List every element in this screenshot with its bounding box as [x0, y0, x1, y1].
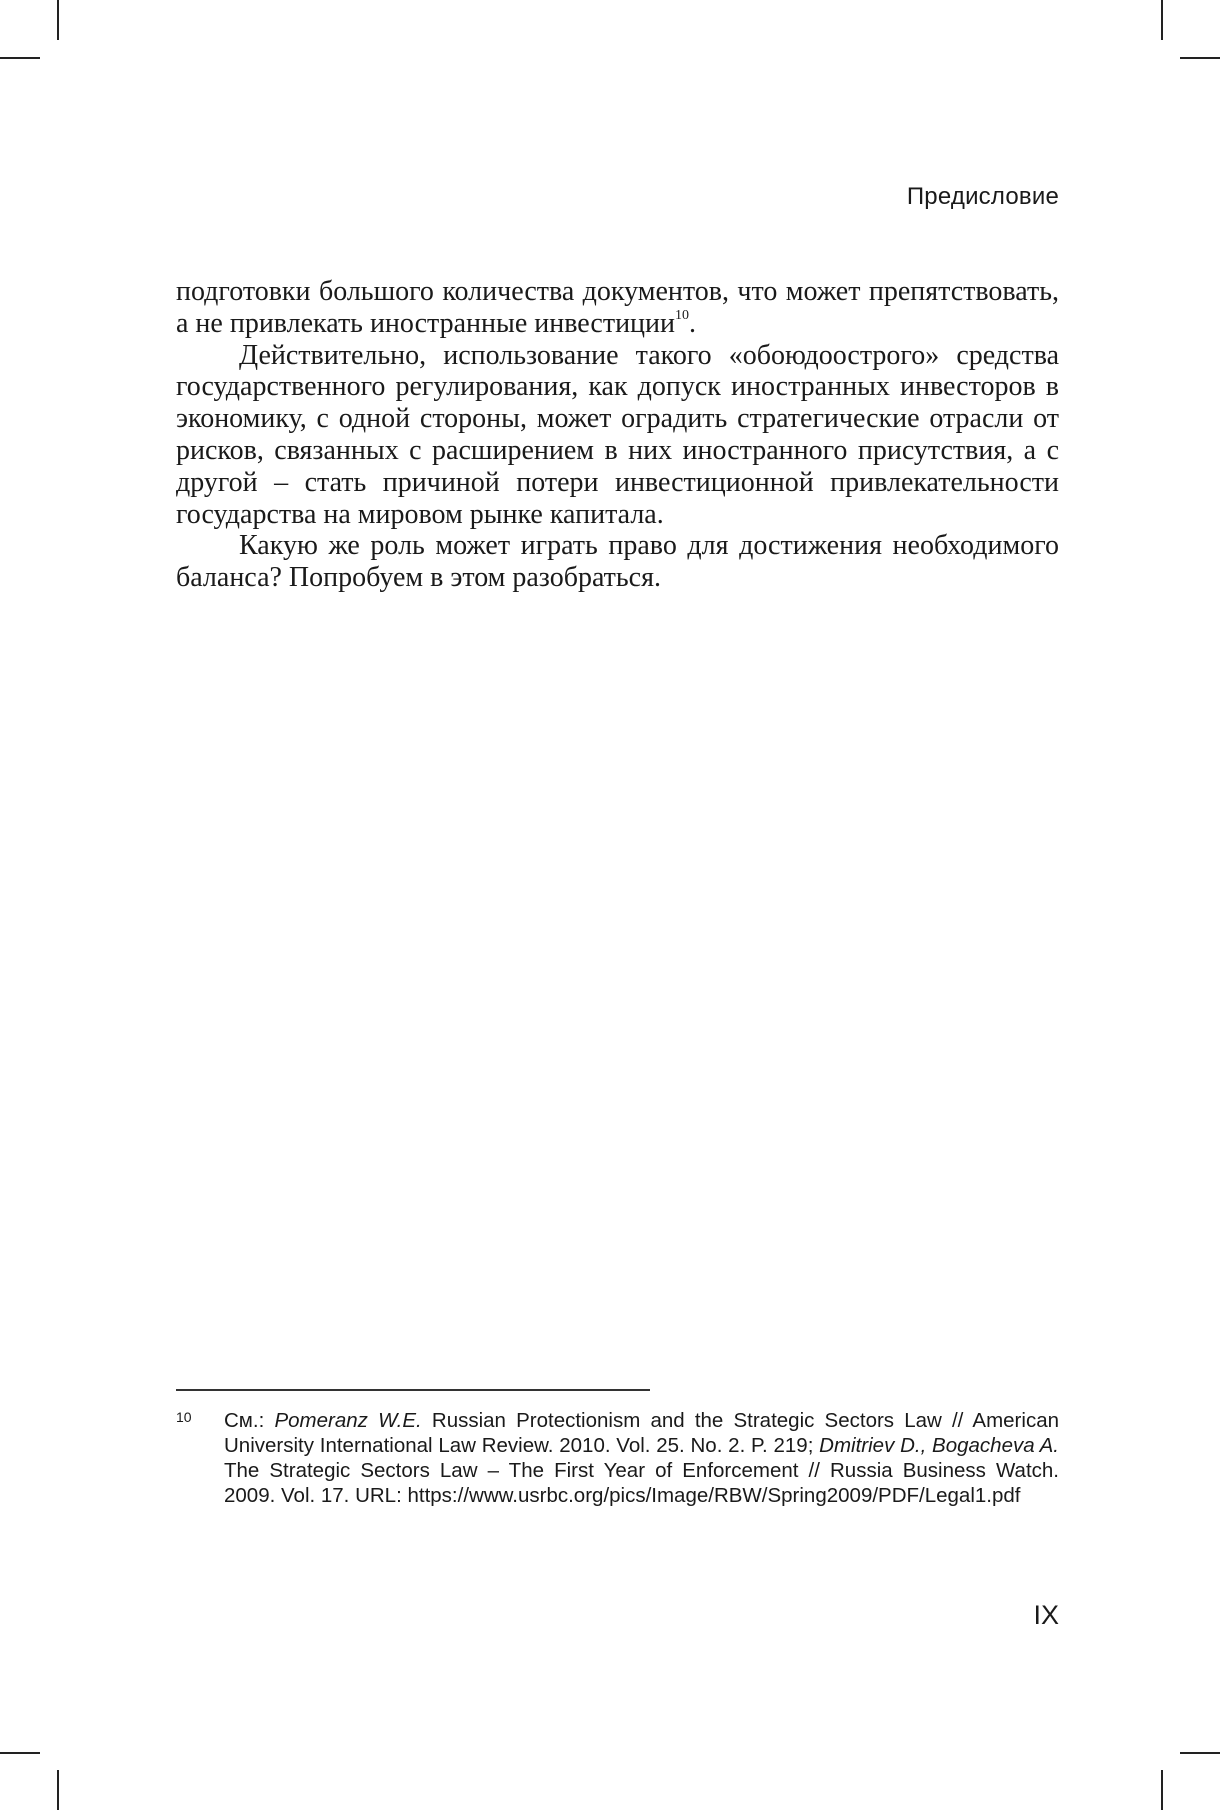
crop-mark-top-right-horizontal — [1180, 57, 1220, 59]
main-text — [176, 276, 1059, 594]
running-header: Предисловие — [906, 183, 1059, 210]
paragraph: Какую же роль может играть право для достижения необходимого баланса? Попробуем в этом разобраться. — [176, 530, 1059, 594]
footnote-number: 10 — [176, 1409, 192, 1425]
crop-mark-top-right-vertical — [1161, 0, 1163, 40]
paragraph-text: подготовки большого количества документов, что может препятствовать, а не привлекать иностранные инвестиции — [176, 276, 1059, 339]
footnote-prefix: См.: — [224, 1409, 275, 1432]
paragraph-continued — [176, 276, 1059, 340]
paragraph: Действительно, использование такого «обоюдоострого» средства государственного регулирования, как допуск иностранных инвесторов в экономику, с одной стороны, может оградить стратегические отрасли от рисков, связанных с расширением в них иностранного присутствия, а с другой – стать причиной потери инвестиционной привлекательности государства на мировом рынке капитала. — [176, 339, 1059, 530]
footnote — [176, 1408, 1059, 1508]
crop-mark-bottom-right-horizontal — [1180, 1752, 1220, 1754]
footnote-text — [224, 1408, 1059, 1508]
footnote-author: Dmitriev D., Bogacheva A. — [819, 1434, 1059, 1457]
paragraph-end-punctuation: . — [689, 307, 697, 339]
page-number: IX — [1033, 1600, 1059, 1630]
footnote-reference[interactable]: 10 — [675, 307, 690, 323]
crop-mark-bottom-left-horizontal — [0, 1752, 40, 1754]
crop-mark-top-left-horizontal — [0, 57, 40, 59]
footnote-author: Pomeranz W.E. — [274, 1409, 422, 1432]
footnote-separator — [176, 1389, 650, 1391]
footnote-source: Russian Protectionism and the Strategic Sectors Law // American University International Law Review. 2010. Vol. 25. No. 2. P. 219; — [224, 1409, 1059, 1457]
crop-mark-bottom-left-vertical — [57, 1770, 59, 1810]
crop-mark-top-left-vertical — [57, 0, 59, 40]
crop-mark-bottom-right-vertical — [1161, 1770, 1163, 1810]
footnote-source: The Strategic Sectors Law – The First Year of Enforcement // Russia Business Watch. 2009. Vol. 17. URL: https://www.usrbc.org/pics/Image/RBW/Spring2009/PDF/Legal1.pdf — [224, 1459, 1059, 1507]
